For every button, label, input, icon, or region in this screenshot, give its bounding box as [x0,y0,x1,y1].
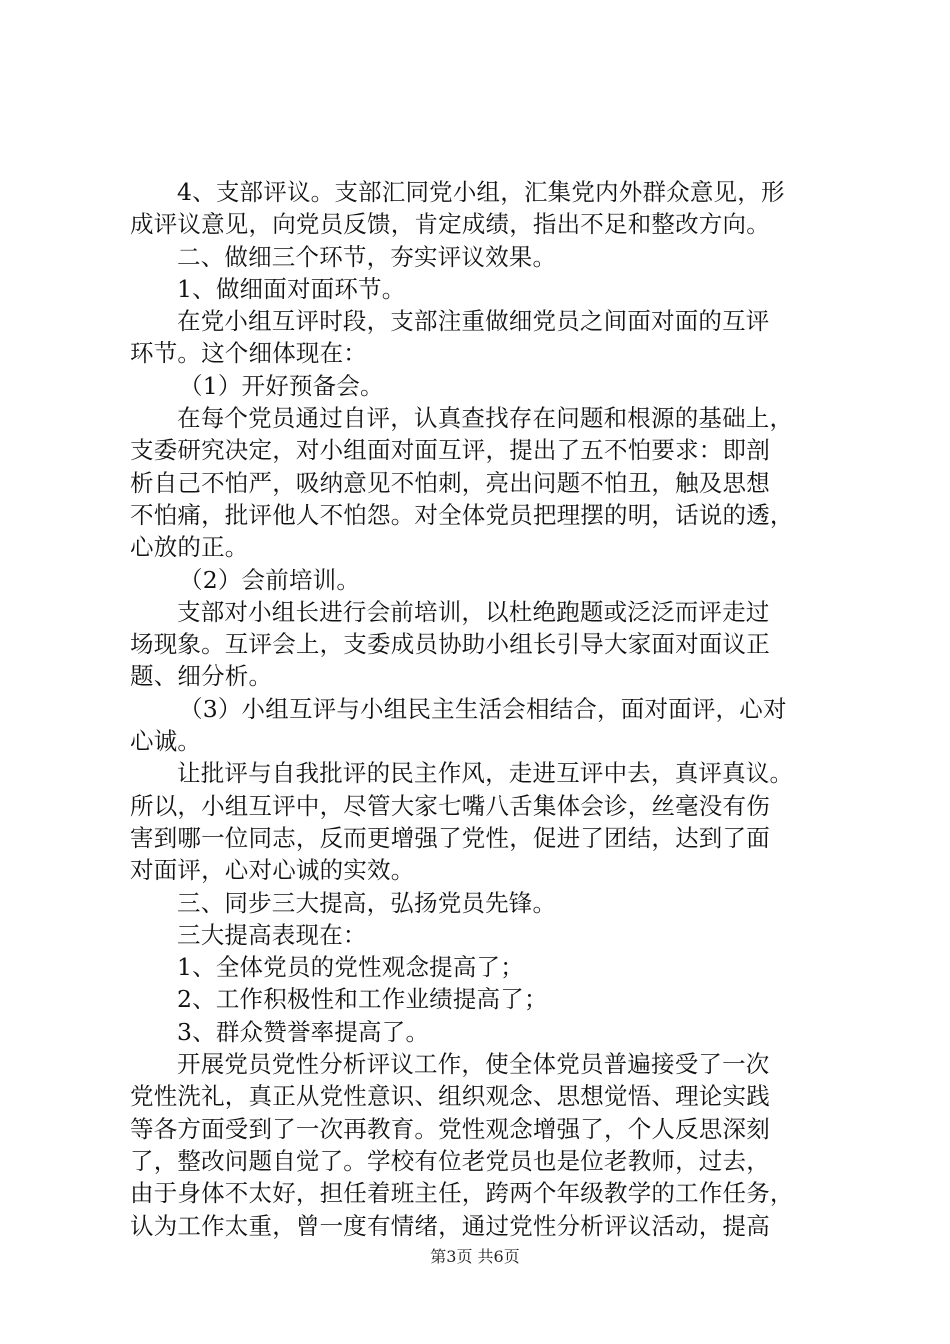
text-line: 党性洗礼，真正从党性意识、组织观念、思想觉悟、理论实践 [130,1082,770,1111]
text-line: 不怕痛，批评他人不怕怨。对全体党员把理摆的明，话说的透， [130,500,794,529]
text-line: 心诚。 [130,727,202,756]
text-line: 所以，小组互评中，尽管大家七嘴八舌集体会诊，丝毫没有伤 [130,791,770,820]
text-line: 1、全体党员的党性观念提高了； [177,953,524,982]
text-line: 析自己不怕严，吸纳意见不怕刺，亮出问题不怕丑，触及思想 [130,468,770,497]
text-line: （1）开好预备会。 [179,371,384,400]
text-line: （2）会前培训。 [179,565,361,594]
text-line: 心放的正。 [130,533,249,562]
text-line: 由于身体不太好，担任着班主任，跨两个年级教学的工作任务， [130,1179,794,1208]
text-line: 支委研究决定，对小组面对面互评，提出了五不怕要求：即剖 [130,436,770,465]
text-line: 了，整改问题自觉了。学校有位老党员也是位老教师，过去， [130,1146,770,1175]
text-line: 2、工作积极性和工作业绩提高了； [177,985,548,1014]
text-line: 让批评与自我批评的民主作风，走进互评中去，真评真议。 [177,759,794,788]
text-line: 三、同步三大提高，弘扬党员先锋。 [177,888,557,917]
text-line: 对面评，心对心诚的实效。 [130,856,415,885]
text-line: 认为工作太重，曾一度有情绪，通过党性分析评议活动，提高 [130,1211,770,1240]
text-line: （3）小组互评与小组民主生活会相结合，面对面评，心对 [179,694,787,723]
text-line: 场现象。互评会上，支委成员协助小组长引导大家面对面议正 [130,630,770,659]
text-line: 成评议意见，向党员反馈，肯定成绩，指出不足和整改方向。 [130,210,770,239]
text-line: 1、做细面对面环节。 [177,274,406,303]
text-line: 害到哪一位同志，反而更增强了党性，促进了团结，达到了面 [130,823,770,852]
text-line: 在党小组互评时段，支部注重做细党员之间面对面的互评 [177,307,770,336]
text-line: 支部对小组长进行会前培训，以杜绝跑题或泛泛而评走过 [177,597,770,626]
text-line: 二、做细三个环节，夯实评议效果。 [177,242,557,271]
text-line: 3、群众赞誉率提高了。 [177,1017,430,1046]
text-line: 三大提高表现在： [177,920,367,949]
text-line: 环节。这个细体现在： [130,339,367,368]
page-footer: 第3页 共6页 [430,1247,520,1266]
text-line: 开展党员党性分析评议工作，使全体党员普遍接受了一次 [177,1050,770,1079]
text-line: 在每个党员通过自评，认真查找存在问题和根源的基础上， [177,404,794,433]
text-line: 4、支部评议。支部汇同党小组，汇集党内外群众意见，形 [177,178,785,206]
text-line: 题、细分析。 [130,662,273,691]
document-body [130,176,835,1242]
text-line: 等各方面受到了一次再教育。党性观念增强了，个人反思深刻 [130,1114,770,1143]
